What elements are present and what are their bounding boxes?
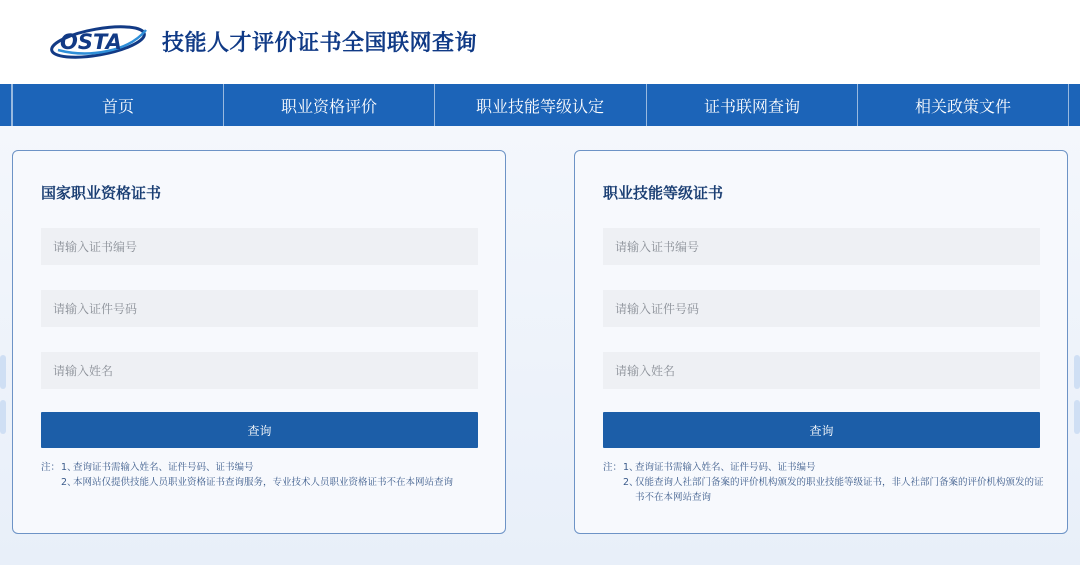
site-title: 技能人才评价证书全国联网查询 <box>162 31 478 56</box>
decoration <box>1074 355 1080 389</box>
note-prefix: 注： <box>603 462 623 473</box>
note-prefix: 注： <box>41 462 61 473</box>
note-number: 1、 <box>61 462 77 473</box>
note-text: 查询证书需输入姓名、证件号码、证书编号 <box>635 462 816 473</box>
nav-item-skill-level-certification[interactable]: 职业技能等级认定 <box>434 84 645 126</box>
note-text: 本网站仅提供技能人员职业资格证书查询服务，专业技术人员职业资格证书不在本网站查询 <box>73 477 454 488</box>
osta-logo[interactable] <box>48 22 150 60</box>
name-input[interactable] <box>603 352 1040 389</box>
query-button[interactable]: 查询 <box>41 412 478 448</box>
note-number: 1、 <box>623 462 639 473</box>
nav-item-policy-documents[interactable]: 相关政策文件 <box>857 84 1068 126</box>
nav-item-qualification-evaluation[interactable]: 职业资格评价 <box>223 84 434 126</box>
card-title: 职业技能等级证书 <box>603 184 724 202</box>
name-input[interactable] <box>41 352 478 389</box>
notes <box>603 460 1048 505</box>
nav-divider <box>1068 84 1069 126</box>
card-title: 国家职业资格证书 <box>41 184 162 202</box>
nav-item-certificate-query[interactable]: 证书联网查询 <box>646 84 857 126</box>
notes <box>41 460 486 490</box>
site-header <box>0 0 1080 84</box>
nav-item-home[interactable]: 首页 <box>12 84 223 126</box>
note-text: 查询证书需输入姓名、证件号码、证书编号 <box>73 462 254 473</box>
logo-text: OSTA <box>60 30 122 54</box>
note-text: 仅能查询人社部门备案的评价机构颁发的职业技能等级证书，非人社部门备案的评价机构颁发的证书不在本网站查询 <box>635 477 1044 503</box>
id-number-input[interactable] <box>41 290 478 327</box>
card-skill-level-certificate <box>574 150 1068 534</box>
note-number: 2、 <box>61 477 77 488</box>
card-national-qualification <box>12 150 506 534</box>
certificate-number-input[interactable] <box>41 228 478 265</box>
decoration <box>0 400 6 434</box>
decoration <box>1074 400 1080 434</box>
certificate-number-input[interactable] <box>603 228 1040 265</box>
note-number: 2、 <box>623 477 639 488</box>
decoration <box>0 355 6 389</box>
main-nav <box>0 84 1080 126</box>
id-number-input[interactable] <box>603 290 1040 327</box>
query-button[interactable]: 查询 <box>603 412 1040 448</box>
